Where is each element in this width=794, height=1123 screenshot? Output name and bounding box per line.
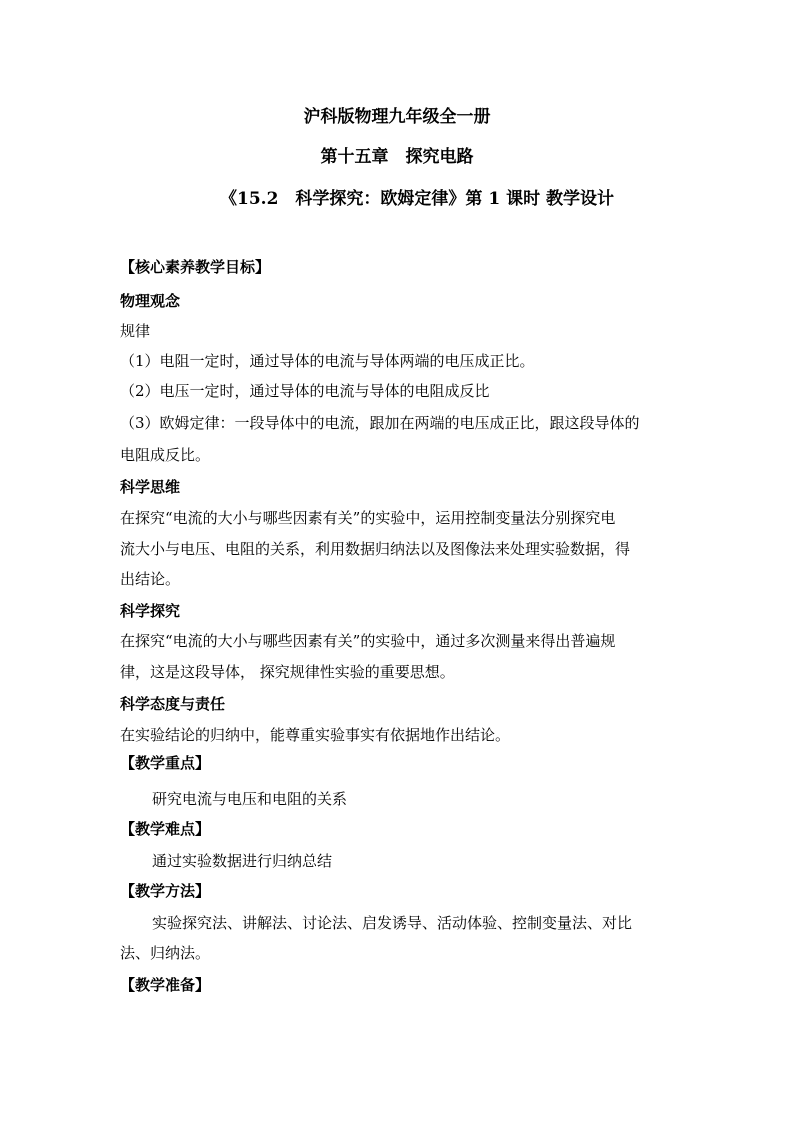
scientific-thinking-heading: 科学思维 — [120, 478, 181, 496]
methods-heading: 【教学方法】 — [120, 882, 211, 900]
goals-heading: 【核心素养教学目标】 — [120, 258, 271, 276]
preparation-heading: 【教学准备】 — [120, 976, 211, 994]
attitude-heading: 科学态度与责任 — [120, 695, 226, 713]
lesson-title: 《15.2 科学探究：欧姆定律》第 1 课时 教学设计 — [220, 189, 614, 209]
attitude-line: 在实验结论的归纳中，能尊重实验事实有依据地作出结论。 — [120, 726, 511, 744]
key-points-line: 研究电流与电压和电阻的关系 — [152, 790, 348, 808]
scientific-thinking-line-1: 在探究“电流的大小与哪些因素有关”的实验中，运用控制变量法分别探究电 — [120, 509, 616, 527]
physics-item-3: （3）欧姆定律：一段导体中的电流，跟加在两端的电压成正比，跟这段导体的 — [120, 414, 640, 432]
scientific-thinking-line-2: 流大小与电压、电阻的关系，利用数据归纳法以及图像法来处理实验数据，得 — [120, 540, 631, 558]
chapter-title: 第十五章 探究电路 — [320, 147, 474, 167]
difficulties-heading: 【教学难点】 — [120, 820, 211, 838]
methods-line-1: 实验探究法、讲解法、讨论法、启发诱导、活动体验、控制变量法、对比 — [152, 914, 633, 932]
key-points-heading: 【教学重点】 — [120, 754, 211, 772]
scientific-inquiry-line-1: 在探究“电流的大小与哪些因素有关”的实验中，通过多次测量来得出普遍规 — [120, 632, 616, 650]
methods-line-2: 法、归纳法。 — [120, 944, 211, 962]
scientific-thinking-line-3: 出结论。 — [120, 570, 181, 588]
physics-item-2: （2）电压一定时，通过导体的电流与导体的电阻成反比 — [120, 382, 490, 400]
book-title: 沪科版物理九年级全一册 — [303, 107, 491, 127]
scientific-inquiry-line-2: 律，这是这段导体， 探究规律性实验的重要思想。 — [120, 663, 455, 681]
physics-concept-heading: 物理观念 — [120, 292, 181, 310]
physics-item-3-cont: 电阻成反比。 — [120, 446, 211, 464]
difficulties-line: 通过实验数据进行归纳总结 — [152, 852, 333, 870]
physics-concept-sub: 规律 — [120, 322, 151, 340]
scientific-inquiry-heading: 科学探究 — [120, 602, 181, 620]
physics-item-1: （1）电阻一定时，通过导体的电流与导体两端的电压成正比。 — [120, 352, 535, 370]
